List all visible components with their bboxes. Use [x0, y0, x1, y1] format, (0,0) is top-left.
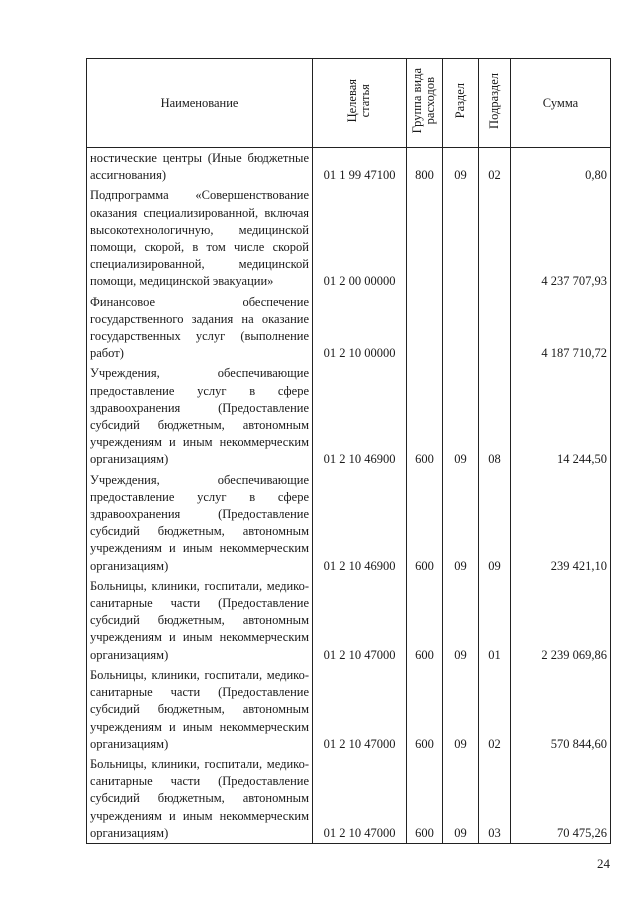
- table-row: [87, 665, 611, 754]
- row-target-article: 01 2 10 47000: [313, 576, 407, 665]
- row-section: 09: [443, 576, 479, 665]
- row-expense-group: 600: [407, 665, 443, 754]
- row-name: Подпрограмма «Совершенствование оказания специализированной, включая высокотехнологичную, медицинской помощи, скорой, в том числе скорой специализированной, медицинской помощи, медицинской эвакуации»: [87, 185, 313, 291]
- page-number: 24: [597, 856, 610, 871]
- row-sum: 14 244,50: [511, 363, 611, 469]
- row-expense-group: 600: [407, 470, 443, 576]
- row-target-article: 01 2 10 46900: [313, 363, 407, 469]
- table-row: [87, 148, 611, 186]
- row-name: Больницы, клиники, госпитали, медико-санитарные части (Предоставление субсидий бюджетным, автономным учреждениям и иным некоммерческим организациям): [87, 754, 313, 844]
- table-header-row: [87, 59, 611, 148]
- table-row: [87, 363, 611, 469]
- row-name: Учреждения, обеспечивающие предоставление услуг в сфере здравоохранения (Предоставление субсидий бюджетным, автономным учреждениям и иным некоммерческим организациям): [87, 363, 313, 469]
- row-sum: 4 187 710,72: [511, 292, 611, 364]
- row-subsection: [479, 292, 511, 364]
- table-row: [87, 754, 611, 844]
- header-sum: Сумма: [511, 59, 611, 148]
- row-subsection: 02: [479, 665, 511, 754]
- row-expense-group: 600: [407, 576, 443, 665]
- row-subsection: 08: [479, 363, 511, 469]
- row-name: Учреждения, обеспечивающие предоставление услуг в сфере здравоохранения (Предоставление субсидий бюджетным, автономным учреждениям и иным некоммерческим организациям): [87, 470, 313, 576]
- row-subsection: 09: [479, 470, 511, 576]
- budget-table: [86, 58, 611, 844]
- row-sum: 239 421,10: [511, 470, 611, 576]
- row-section: 09: [443, 363, 479, 469]
- row-section: 09: [443, 754, 479, 844]
- header-section: Раздел: [443, 59, 479, 148]
- row-subsection: [479, 185, 511, 291]
- table-row: [87, 292, 611, 364]
- row-sum: 70 475,26: [511, 754, 611, 844]
- row-name: Финансовое обеспечение государственного задания на оказание государственных услуг (выполнение работ): [87, 292, 313, 364]
- header-name: Наименование: [87, 59, 313, 148]
- row-name: Больницы, клиники, госпитали, медико-санитарные части (Предоставление субсидий бюджетным, автономным учреждениям и иным некоммерческим организациям): [87, 665, 313, 754]
- row-expense-group: 800: [407, 148, 443, 186]
- row-target-article: 01 2 00 00000: [313, 185, 407, 291]
- row-sum: 4 237 707,93: [511, 185, 611, 291]
- row-subsection: 02: [479, 148, 511, 186]
- row-expense-group: 600: [407, 754, 443, 844]
- row-target-article: 01 2 10 46900: [313, 470, 407, 576]
- row-expense-group: [407, 292, 443, 364]
- header-subsection: Подраздел: [479, 59, 511, 148]
- table-row: [87, 470, 611, 576]
- table-row: [87, 576, 611, 665]
- header-expense-group: Группа вида расходов: [407, 59, 443, 148]
- row-section: [443, 292, 479, 364]
- row-target-article: 01 1 99 47100: [313, 148, 407, 186]
- row-target-article: 01 2 10 00000: [313, 292, 407, 364]
- row-section: 09: [443, 148, 479, 186]
- row-target-article: 01 2 10 47000: [313, 754, 407, 844]
- row-sum: 0,80: [511, 148, 611, 186]
- row-subsection: 01: [479, 576, 511, 665]
- row-target-article: 01 2 10 47000: [313, 665, 407, 754]
- row-subsection: 03: [479, 754, 511, 844]
- row-name: Больницы, клиники, госпитали, медико-санитарные части (Предоставление субсидий бюджетным, автономным учреждениям и иным некоммерческим организациям): [87, 576, 313, 665]
- row-sum: 2 239 069,86: [511, 576, 611, 665]
- row-section: [443, 185, 479, 291]
- row-section: 09: [443, 665, 479, 754]
- row-name: ностические центры (Иные бюджетные ассигнования): [87, 148, 313, 186]
- header-target-article: Целевая статья: [313, 59, 407, 148]
- row-expense-group: 600: [407, 363, 443, 469]
- row-expense-group: [407, 185, 443, 291]
- row-sum: 570 844,60: [511, 665, 611, 754]
- row-section: 09: [443, 470, 479, 576]
- table-row: [87, 185, 611, 291]
